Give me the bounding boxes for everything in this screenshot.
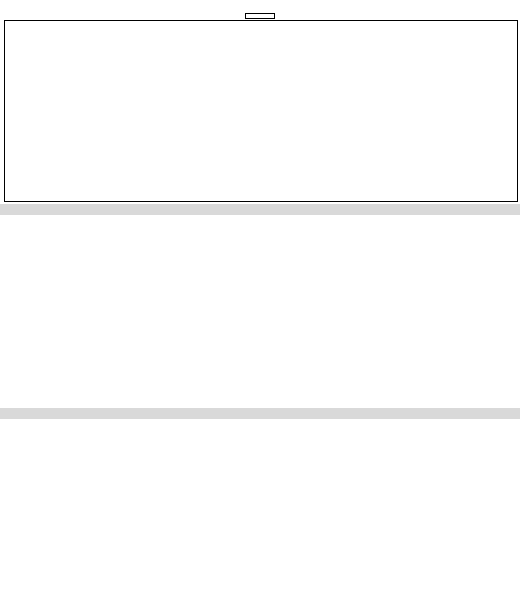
top-section-frame — [4, 20, 518, 202]
social-section-header — [0, 204, 520, 215]
science-section-header — [0, 408, 520, 419]
page-title — [245, 13, 275, 19]
